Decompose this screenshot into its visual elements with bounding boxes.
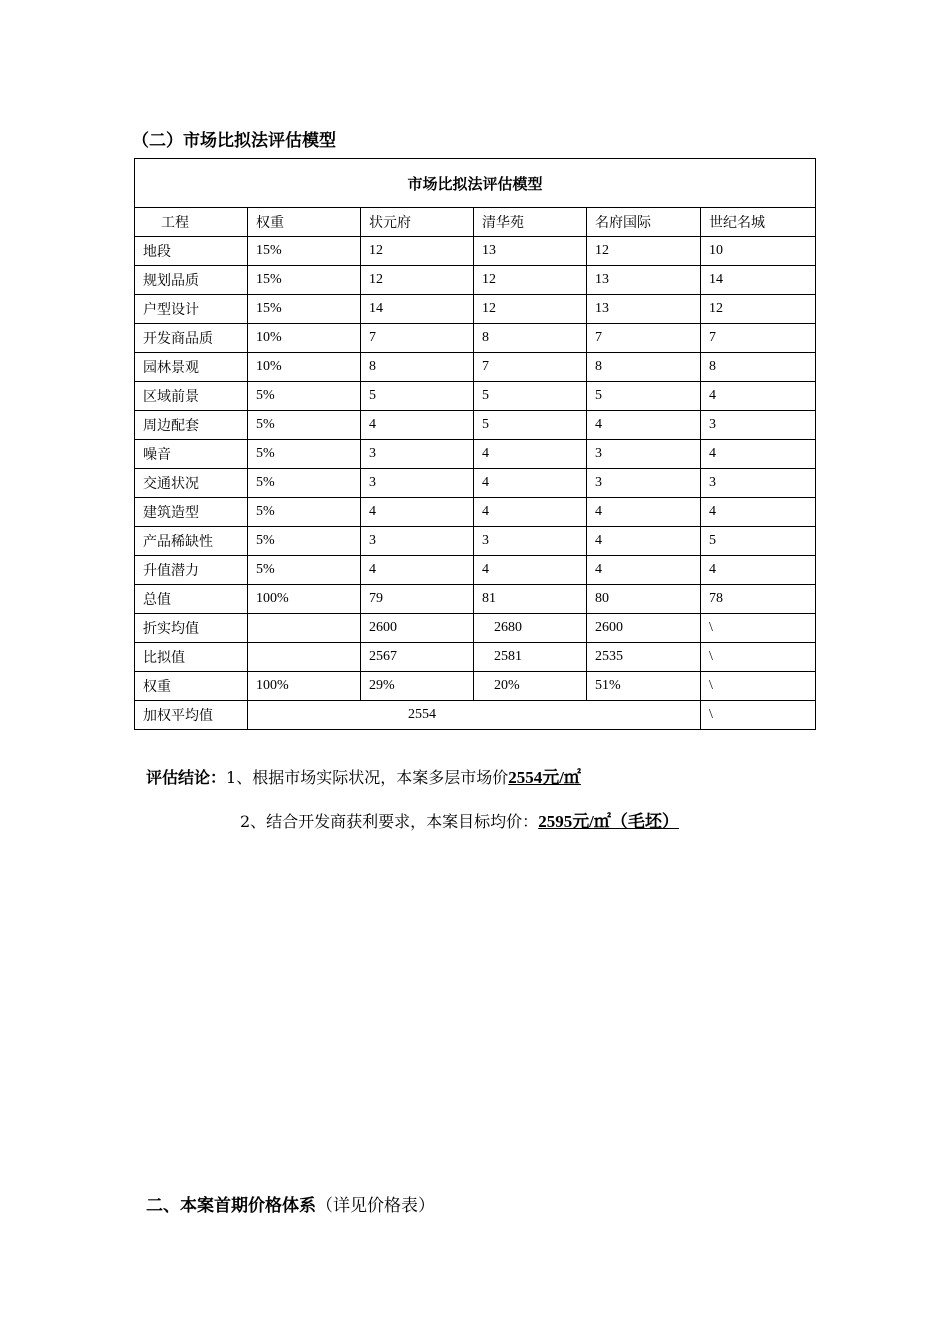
table-cell: 3 — [361, 440, 474, 469]
table-cell: 2600 — [587, 614, 701, 643]
table-cell: 5 — [587, 382, 701, 411]
row-label: 噪音 — [135, 440, 248, 469]
conclusion-line-1 — [146, 763, 581, 788]
table-cell: 13 — [587, 295, 701, 324]
table-cell: 7 — [587, 324, 701, 353]
table-cell: 4 — [587, 411, 701, 440]
column-header-weight: 权重 — [248, 208, 361, 237]
table-row — [135, 672, 816, 701]
row-label: 建筑造型 — [135, 498, 248, 527]
conclusion-line-2 — [240, 807, 679, 832]
table-cell: 4 — [701, 498, 816, 527]
table-row — [135, 527, 816, 556]
table-cell: 8 — [587, 353, 701, 382]
table-cell: 4 — [361, 498, 474, 527]
row-label: 总值 — [135, 585, 248, 614]
conclusion-text-1: 1、根据市场实际状况，本案多层市场价 — [226, 768, 509, 787]
section-title: （二）市场比拟法评估模型 — [132, 131, 336, 151]
table-row — [135, 266, 816, 295]
row-label: 交通状况 — [135, 469, 248, 498]
row-label: 升值潜力 — [135, 556, 248, 585]
table-cell: 2567 — [361, 643, 474, 672]
table-cell: 78 — [701, 585, 816, 614]
table-cell: 3 — [587, 440, 701, 469]
table-cell: 2535 — [587, 643, 701, 672]
table-cell: 5% — [248, 556, 361, 585]
table-row — [135, 498, 816, 527]
table-cell: 4 — [701, 556, 816, 585]
table-cell: 4 — [474, 469, 587, 498]
section-two-title: 二、本案首期价格体系 — [146, 1196, 316, 1216]
table-cell — [248, 643, 361, 672]
table-cell: 2581 — [474, 643, 587, 672]
table-cell: 3 — [701, 469, 816, 498]
table-cell: \ — [701, 701, 816, 730]
weighted-average-label: 加权平均值 — [135, 701, 248, 730]
table-cell: 7 — [361, 324, 474, 353]
table-cell: 12 — [361, 266, 474, 295]
table-cell: 5% — [248, 440, 361, 469]
row-label: 规划品质 — [135, 266, 248, 295]
conclusion-text-2: 2、结合开发商获利要求，本案目标均价： — [240, 812, 539, 831]
table-cell: 2680 — [474, 614, 587, 643]
table-cell: 13 — [474, 237, 587, 266]
table-cell: 5% — [248, 382, 361, 411]
row-label: 开发商品质 — [135, 324, 248, 353]
table-cell: \ — [701, 643, 816, 672]
table-cell: 7 — [474, 353, 587, 382]
table-cell: 14 — [361, 295, 474, 324]
row-label: 折实均值 — [135, 614, 248, 643]
table-cell: 12 — [701, 295, 816, 324]
table-row — [135, 382, 816, 411]
table-row — [135, 411, 816, 440]
table-cell: 4 — [701, 440, 816, 469]
table-cell: 12 — [474, 295, 587, 324]
table-cell: 51% — [587, 672, 701, 701]
row-label: 产品稀缺性 — [135, 527, 248, 556]
table-row — [135, 237, 816, 266]
table-cell: 4 — [361, 411, 474, 440]
table-cell: 3 — [474, 527, 587, 556]
table-cell: 20% — [474, 672, 587, 701]
table-cell: 4 — [587, 527, 701, 556]
table-cell: 13 — [587, 266, 701, 295]
row-label: 区域前景 — [135, 382, 248, 411]
row-label: 园林景观 — [135, 353, 248, 382]
column-header-qinghuayuan: 清华苑 — [474, 208, 587, 237]
table-title-row — [135, 159, 816, 208]
table-cell: 12 — [587, 237, 701, 266]
table-cell: 15% — [248, 295, 361, 324]
row-label: 权重 — [135, 672, 248, 701]
row-label: 户型设计 — [135, 295, 248, 324]
table-cell: 3 — [701, 411, 816, 440]
table-cell: \ — [701, 614, 816, 643]
table-cell: 3 — [587, 469, 701, 498]
table-cell: 14 — [701, 266, 816, 295]
row-label: 比拟值 — [135, 643, 248, 672]
column-header-item: 工程 — [135, 208, 248, 237]
table-cell: 12 — [361, 237, 474, 266]
table-cell: 4 — [474, 556, 587, 585]
table-cell: 100% — [248, 672, 361, 701]
table-cell: 5 — [361, 382, 474, 411]
table-cell: 4 — [587, 498, 701, 527]
column-header-shiji-mingcheng: 世纪名城 — [701, 208, 816, 237]
section-two-note: （详见价格表） — [316, 1196, 435, 1216]
table-cell: 5 — [474, 411, 587, 440]
table-cell: 3 — [361, 527, 474, 556]
table-cell: 4 — [361, 556, 474, 585]
table-cell: 29% — [361, 672, 474, 701]
table-cell — [248, 614, 361, 643]
table-cell: 15% — [248, 266, 361, 295]
table-cell: 12 — [474, 266, 587, 295]
table-cell: 3 — [361, 469, 474, 498]
table-row — [135, 440, 816, 469]
weighted-average-row — [135, 701, 816, 730]
table-row — [135, 295, 816, 324]
table-row — [135, 556, 816, 585]
table-cell: 100% — [248, 585, 361, 614]
table-row — [135, 585, 816, 614]
table-cell: 10 — [701, 237, 816, 266]
column-header-mingfu-guoji: 名府国际 — [587, 208, 701, 237]
table-cell: 2600 — [361, 614, 474, 643]
table-cell: 4 — [474, 498, 587, 527]
table-cell: 80 — [587, 585, 701, 614]
table-cell: 8 — [474, 324, 587, 353]
table-cell: 79 — [361, 585, 474, 614]
table-cell: 10% — [248, 353, 361, 382]
table-header-row — [135, 208, 816, 237]
table-cell: 5 — [701, 527, 816, 556]
section-two-heading — [146, 1191, 435, 1216]
table-title: 市场比拟法评估模型 — [135, 159, 816, 208]
table-cell: \ — [701, 672, 816, 701]
table-row — [135, 469, 816, 498]
table-cell: 10% — [248, 324, 361, 353]
target-price-value: 2595元/㎡（毛坯） — [538, 812, 679, 831]
row-label: 周边配套 — [135, 411, 248, 440]
table-cell: 8 — [361, 353, 474, 382]
table-cell: 81 — [474, 585, 587, 614]
row-label: 地段 — [135, 237, 248, 266]
table-cell: 5 — [474, 382, 587, 411]
weighted-average-value: 2554 — [248, 701, 701, 730]
table-cell: 15% — [248, 237, 361, 266]
table-cell: 5% — [248, 411, 361, 440]
table-row — [135, 324, 816, 353]
table-cell: 7 — [701, 324, 816, 353]
table-cell: 5% — [248, 527, 361, 556]
market-price-value: 2554元/㎡ — [508, 768, 581, 787]
table-cell: 4 — [587, 556, 701, 585]
table-cell: 4 — [701, 382, 816, 411]
table-row — [135, 614, 816, 643]
table-row — [135, 353, 816, 382]
table-cell: 4 — [474, 440, 587, 469]
table-cell: 8 — [701, 353, 816, 382]
column-header-zhuangyuanfu: 状元府 — [361, 208, 474, 237]
table-cell: 5% — [248, 498, 361, 527]
table-cell: 5% — [248, 469, 361, 498]
conclusion-label: 评估结论： — [146, 768, 227, 787]
market-comparison-table — [134, 158, 816, 730]
table-row — [135, 643, 816, 672]
